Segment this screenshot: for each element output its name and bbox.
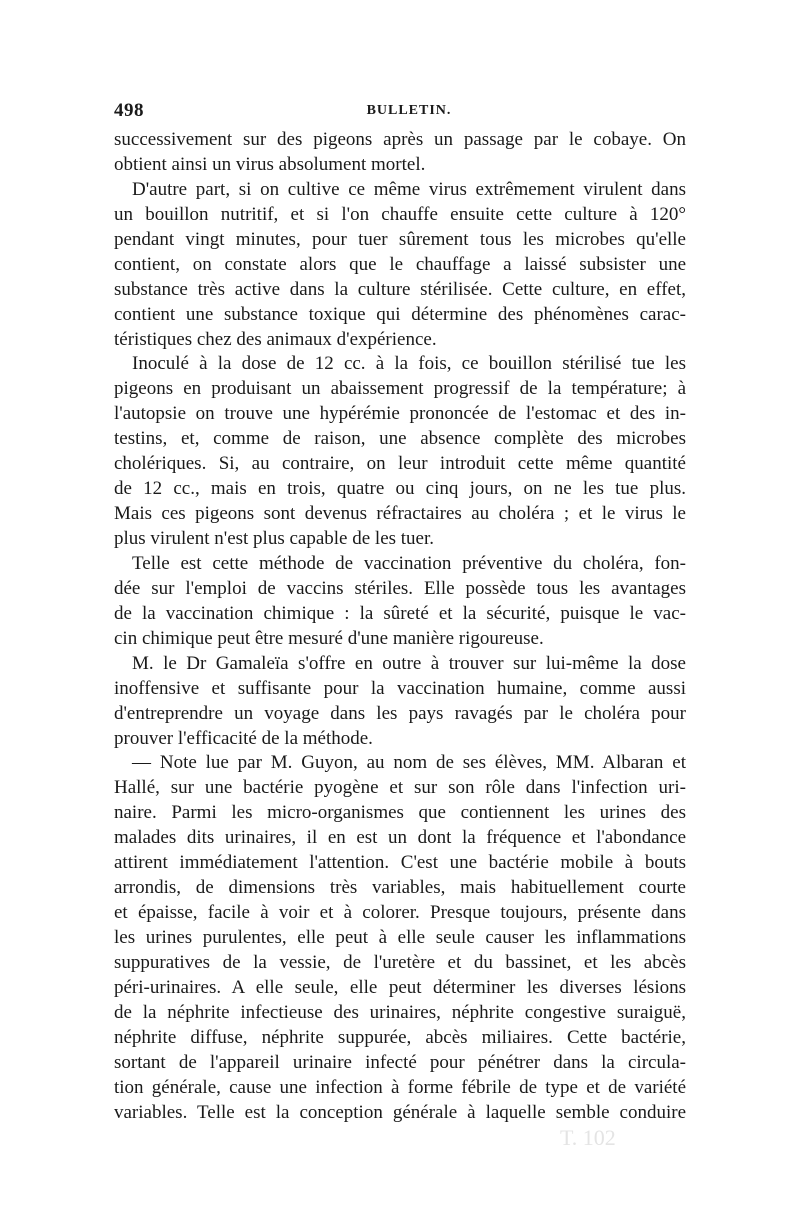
text-line: dée sur l'emploi de vaccins stériles. Elle possède tous les avantages bbox=[114, 577, 686, 599]
text-line: — Note lue par M. Guyon, au nom de ses élèves, MM. Albaran et bbox=[132, 752, 686, 774]
text-line: pendant vingt minutes, pour tuer sûrement tous les microbes qu'elle bbox=[114, 228, 686, 250]
text-line: attirent immédiatement l'attention. C'est une bactérie mobile à bouts bbox=[114, 852, 686, 874]
text-line: Mais ces pigeons sont devenus réfractaires au choléra ; et le virus le bbox=[114, 503, 686, 525]
text-line: obtient ainsi un virus absolument mortel. bbox=[114, 153, 426, 175]
text-line: successivement sur des pigeons après un passage par le cobaye. On bbox=[114, 129, 686, 150]
page-number: 498 bbox=[114, 100, 144, 121]
text-line: téristiques chez des animaux d'expérience. bbox=[114, 328, 437, 350]
text-line: malades dits urinaires, il en est un dont la fréquence et l'abondance bbox=[114, 827, 686, 849]
text-line: cholériques. Si, au contraire, on leur introduit cette même quantité bbox=[114, 453, 686, 475]
text-line: de 12 cc., mais en trois, quatre ou cinq jours, on ne les tue plus. bbox=[114, 478, 686, 500]
paragraph-inoculation bbox=[114, 352, 686, 552]
bleed-through-text: T. 102 bbox=[560, 1125, 616, 1150]
text-line: suppuratives de la vessie, de l'uretère et du bassinet, et les abcès bbox=[114, 951, 686, 973]
text-line: d'entreprendre un voyage dans les pays ravagés par le choléra pour bbox=[114, 702, 686, 724]
text-line: variables. Telle est la conception générale à laquelle semble conduire bbox=[114, 1101, 686, 1123]
text-line: plus virulent n'est plus capable de les tuer. bbox=[114, 528, 435, 549]
text-line: péri-urinaires. A elle seule, elle peut déterminer les diverses lésions bbox=[114, 976, 686, 998]
text-line: l'autopsie on trouve une hypérémie prononcée de l'estomac et des in- bbox=[114, 403, 686, 425]
text-line: arrondis, de dimensions très variables, mais habituellement courte bbox=[114, 877, 686, 899]
text-line: sortant de l'appareil urinaire infecté pour pénétrer dans la circula- bbox=[114, 1051, 686, 1073]
text-line: Telle est cette méthode de vaccination préventive du choléra, fon- bbox=[132, 552, 686, 574]
page-header bbox=[114, 100, 704, 126]
text-line: les urines purulentes, elle peut à elle seule causer les inflammations bbox=[114, 927, 686, 948]
text-line: tion générale, cause une infection à forme fébrile de type et de variété bbox=[114, 1076, 686, 1098]
text-line: inoffensive et suffisante pour la vaccination humaine, comme aussi bbox=[114, 677, 686, 699]
text-line: cin chimique peut être mesuré d'une manière rigoureuse. bbox=[114, 627, 544, 649]
text-line: naire. Parmi les micro-organismes que contiennent les urines des bbox=[114, 802, 686, 824]
text-line: testins, et, comme de raison, une absence complète des microbes bbox=[114, 428, 686, 450]
text-line: de la vaccination chimique : la sûreté et la sécurité, puisque le vac- bbox=[114, 602, 686, 624]
text-line: Inoculé à la dose de 12 cc. à la fois, ce bouillon stérilisé tue les bbox=[132, 353, 686, 375]
text-line: néphrite diffuse, néphrite suppurée, abcès miliaires. Cette bactérie, bbox=[114, 1026, 686, 1048]
running-head: BULLETIN. bbox=[366, 103, 452, 118]
text-line: Hallé, sur une bactérie pyogène et sur son rôle dans l'infection uri- bbox=[114, 777, 686, 799]
paragraph-cultivation bbox=[114, 178, 686, 353]
paragraph-method bbox=[114, 552, 686, 652]
paragraph-guyon-note bbox=[114, 751, 686, 1125]
text-line: prouver l'efficacité de la méthode. bbox=[114, 727, 373, 749]
text-line: pigeons en produisant un abaissement progressif de la température; à bbox=[114, 378, 686, 400]
paragraph-continuation bbox=[114, 128, 686, 178]
text-line: un bouillon nutritif, et si l'on chauffe ensuite cette culture à 120° bbox=[114, 203, 686, 225]
text-line: de la néphrite infectieuse des urinaires, néphrite congestive suraiguë, bbox=[114, 1001, 686, 1023]
text-line: substance très active dans la culture stérilisée. Cette culture, en effet, bbox=[114, 278, 686, 300]
text-line: et épaisse, facile à voir et à colorer. Presque toujours, présente dans bbox=[114, 902, 686, 924]
text-line: contient une substance toxique qui détermine des phénomènes carac- bbox=[114, 303, 686, 325]
body-text bbox=[114, 128, 686, 1126]
text-line: D'autre part, si on cultive ce même virus extrêmement virulent dans bbox=[132, 178, 686, 200]
paragraph-gamaleia bbox=[114, 652, 686, 752]
text-line: M. le Dr Gamaleïa s'offre en outre à trouver sur lui-même la dose bbox=[132, 652, 686, 674]
text-line: contient, on constate alors que le chauffage a laissé subsister une bbox=[114, 253, 686, 275]
